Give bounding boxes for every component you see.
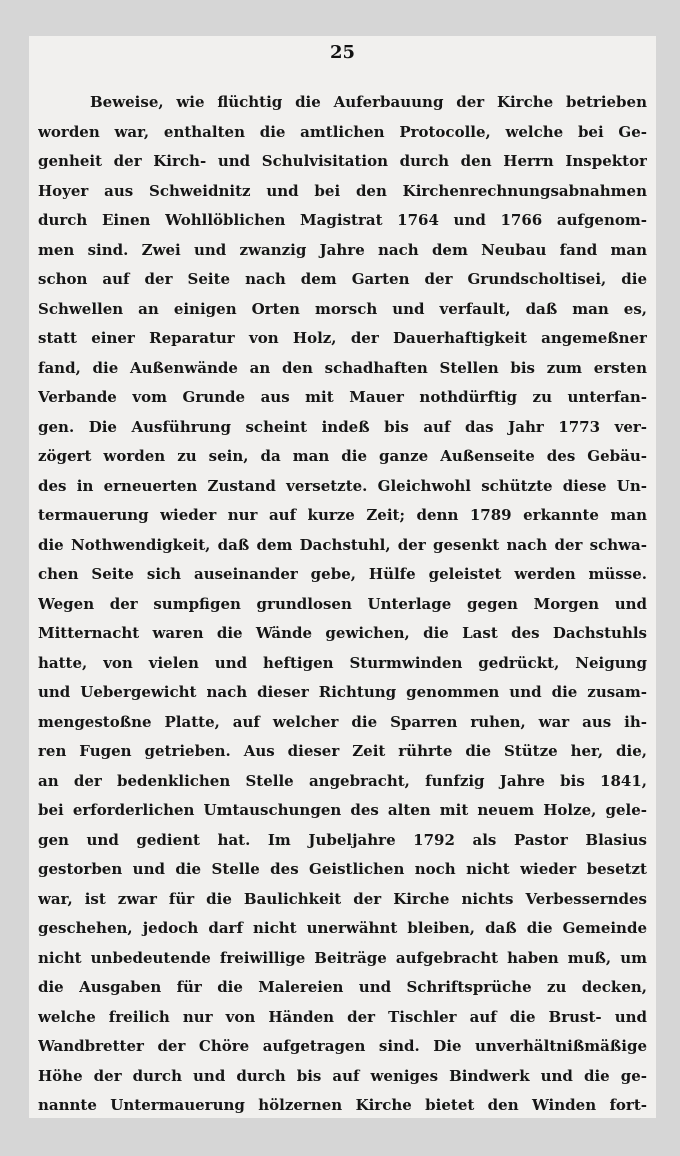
text-line: an der bedenklichen Stelle angebracht, funfzig Jahre bis 1841, xyxy=(38,771,647,790)
text-line: Verbande vom Grunde aus mit Mauer nothdürftig zu unterfan- xyxy=(38,388,647,406)
text-line: zögert worden zu sein, da man die ganze Außenseite des Gebäu- xyxy=(38,447,647,465)
text-line: und Uebergewicht nach dieser Richtung genommen und die zusam- xyxy=(38,683,647,701)
text-line: worden war, enthalten die amtlichen Protocolle, welche bei Ge- xyxy=(38,122,647,141)
text-line: mengestoßne Platte, auf welcher die Sparren ruhen, war aus ih- xyxy=(38,712,647,731)
text-line: hatte, von vielen und heftigen Sturmwinden gedrückt, Neigung xyxy=(38,653,647,672)
text-line: Beweise, wie flüchtig die Auferbauung der Kirche betrieben xyxy=(90,93,647,111)
text-line: gestorben und die Stelle des Geistlichen noch nicht wieder besetzt xyxy=(38,860,647,878)
text-line: des in erneuerten Zustand versetzte. Gleichwohl schützte diese Un- xyxy=(38,476,647,495)
text-line: durch Einen Wohllöblichen Magistrat 1764 und 1766 aufgenom- xyxy=(38,211,647,229)
text-line: nannte Untermauerung hölzernen Kirche bietet den Winden fort- xyxy=(38,1096,647,1114)
text-line: gen. Die Ausführung scheint indeß bis auf das Jahr 1773 ver- xyxy=(38,417,647,436)
text-line: fand, die Außenwände an den schadhaften Stellen bis zum ersten xyxy=(38,358,647,377)
text-line: Mitternacht waren die Wände gewichen, die Last des Dachstuhls xyxy=(38,624,647,642)
text-line: ren Fugen getrieben. Aus dieser Zeit rührte die Stütze her, die, xyxy=(38,742,647,760)
text-line: bei erforderlichen Umtauschungen des alten mit neuem Holze, gele- xyxy=(38,801,647,819)
text-line: welche freilich nur von Händen der Tischler auf die Brust- und xyxy=(38,1007,647,1026)
text-line: nicht unbedeutende freiwillige Beiträge aufgebracht haben muß, um xyxy=(38,948,647,967)
text-line: Wandbretter der Chöre aufgetragen sind. Die unverhältnißmäßige xyxy=(38,1037,647,1055)
text-line: genheit der Kirch- und Schulvisitation durch den Herrn Inspektor xyxy=(38,152,647,170)
text-line: statt einer Reparatur von Holz, der Dauerhaftigkeit angemeßner xyxy=(38,329,647,347)
body-text xyxy=(38,88,647,1118)
text-line: schon auf der Seite nach dem Garten der Grundscholtisei, die xyxy=(38,270,647,288)
text-line: war, ist zwar für die Baulichkeit der Kirche nichts Verbesserndes xyxy=(38,889,647,908)
text-line: gen und gedient hat. Im Jubeljahre 1792 als Pastor Blasius xyxy=(38,830,647,849)
document-page xyxy=(29,36,656,1118)
text-line: chen Seite sich auseinander gebe, Hülfe geleistet werden müsse. xyxy=(38,565,647,583)
text-line: Wegen der sumpfigen grundlosen Unterlage gegen Morgen und xyxy=(38,594,647,613)
text-line: die Nothwendigkeit, daß dem Dachstuhl, der gesenkt nach der schwa- xyxy=(38,535,647,554)
text-line: die Ausgaben für die Malereien und Schriftsprüche zu decken, xyxy=(38,978,647,996)
text-line: Hoyer aus Schweidnitz und bei den Kirchenrechnungsabnahmen xyxy=(38,181,647,200)
text-line: Schwellen an einigen Orten morsch und verfault, daß man es, xyxy=(38,299,647,318)
page-number: 25 xyxy=(329,42,356,63)
text-line: men sind. Zwei und zwanzig Jahre nach dem Neubau fand man xyxy=(38,240,647,259)
text-line: geschehen, jedoch darf nicht unerwähnt bleiben, daß die Gemeinde xyxy=(38,919,647,937)
text-line: Höhe der durch und durch bis auf weniges Bindwerk und die ge- xyxy=(38,1066,647,1085)
text-line: termauerung wieder nur auf kurze Zeit; denn 1789 erkannte man xyxy=(38,506,647,524)
